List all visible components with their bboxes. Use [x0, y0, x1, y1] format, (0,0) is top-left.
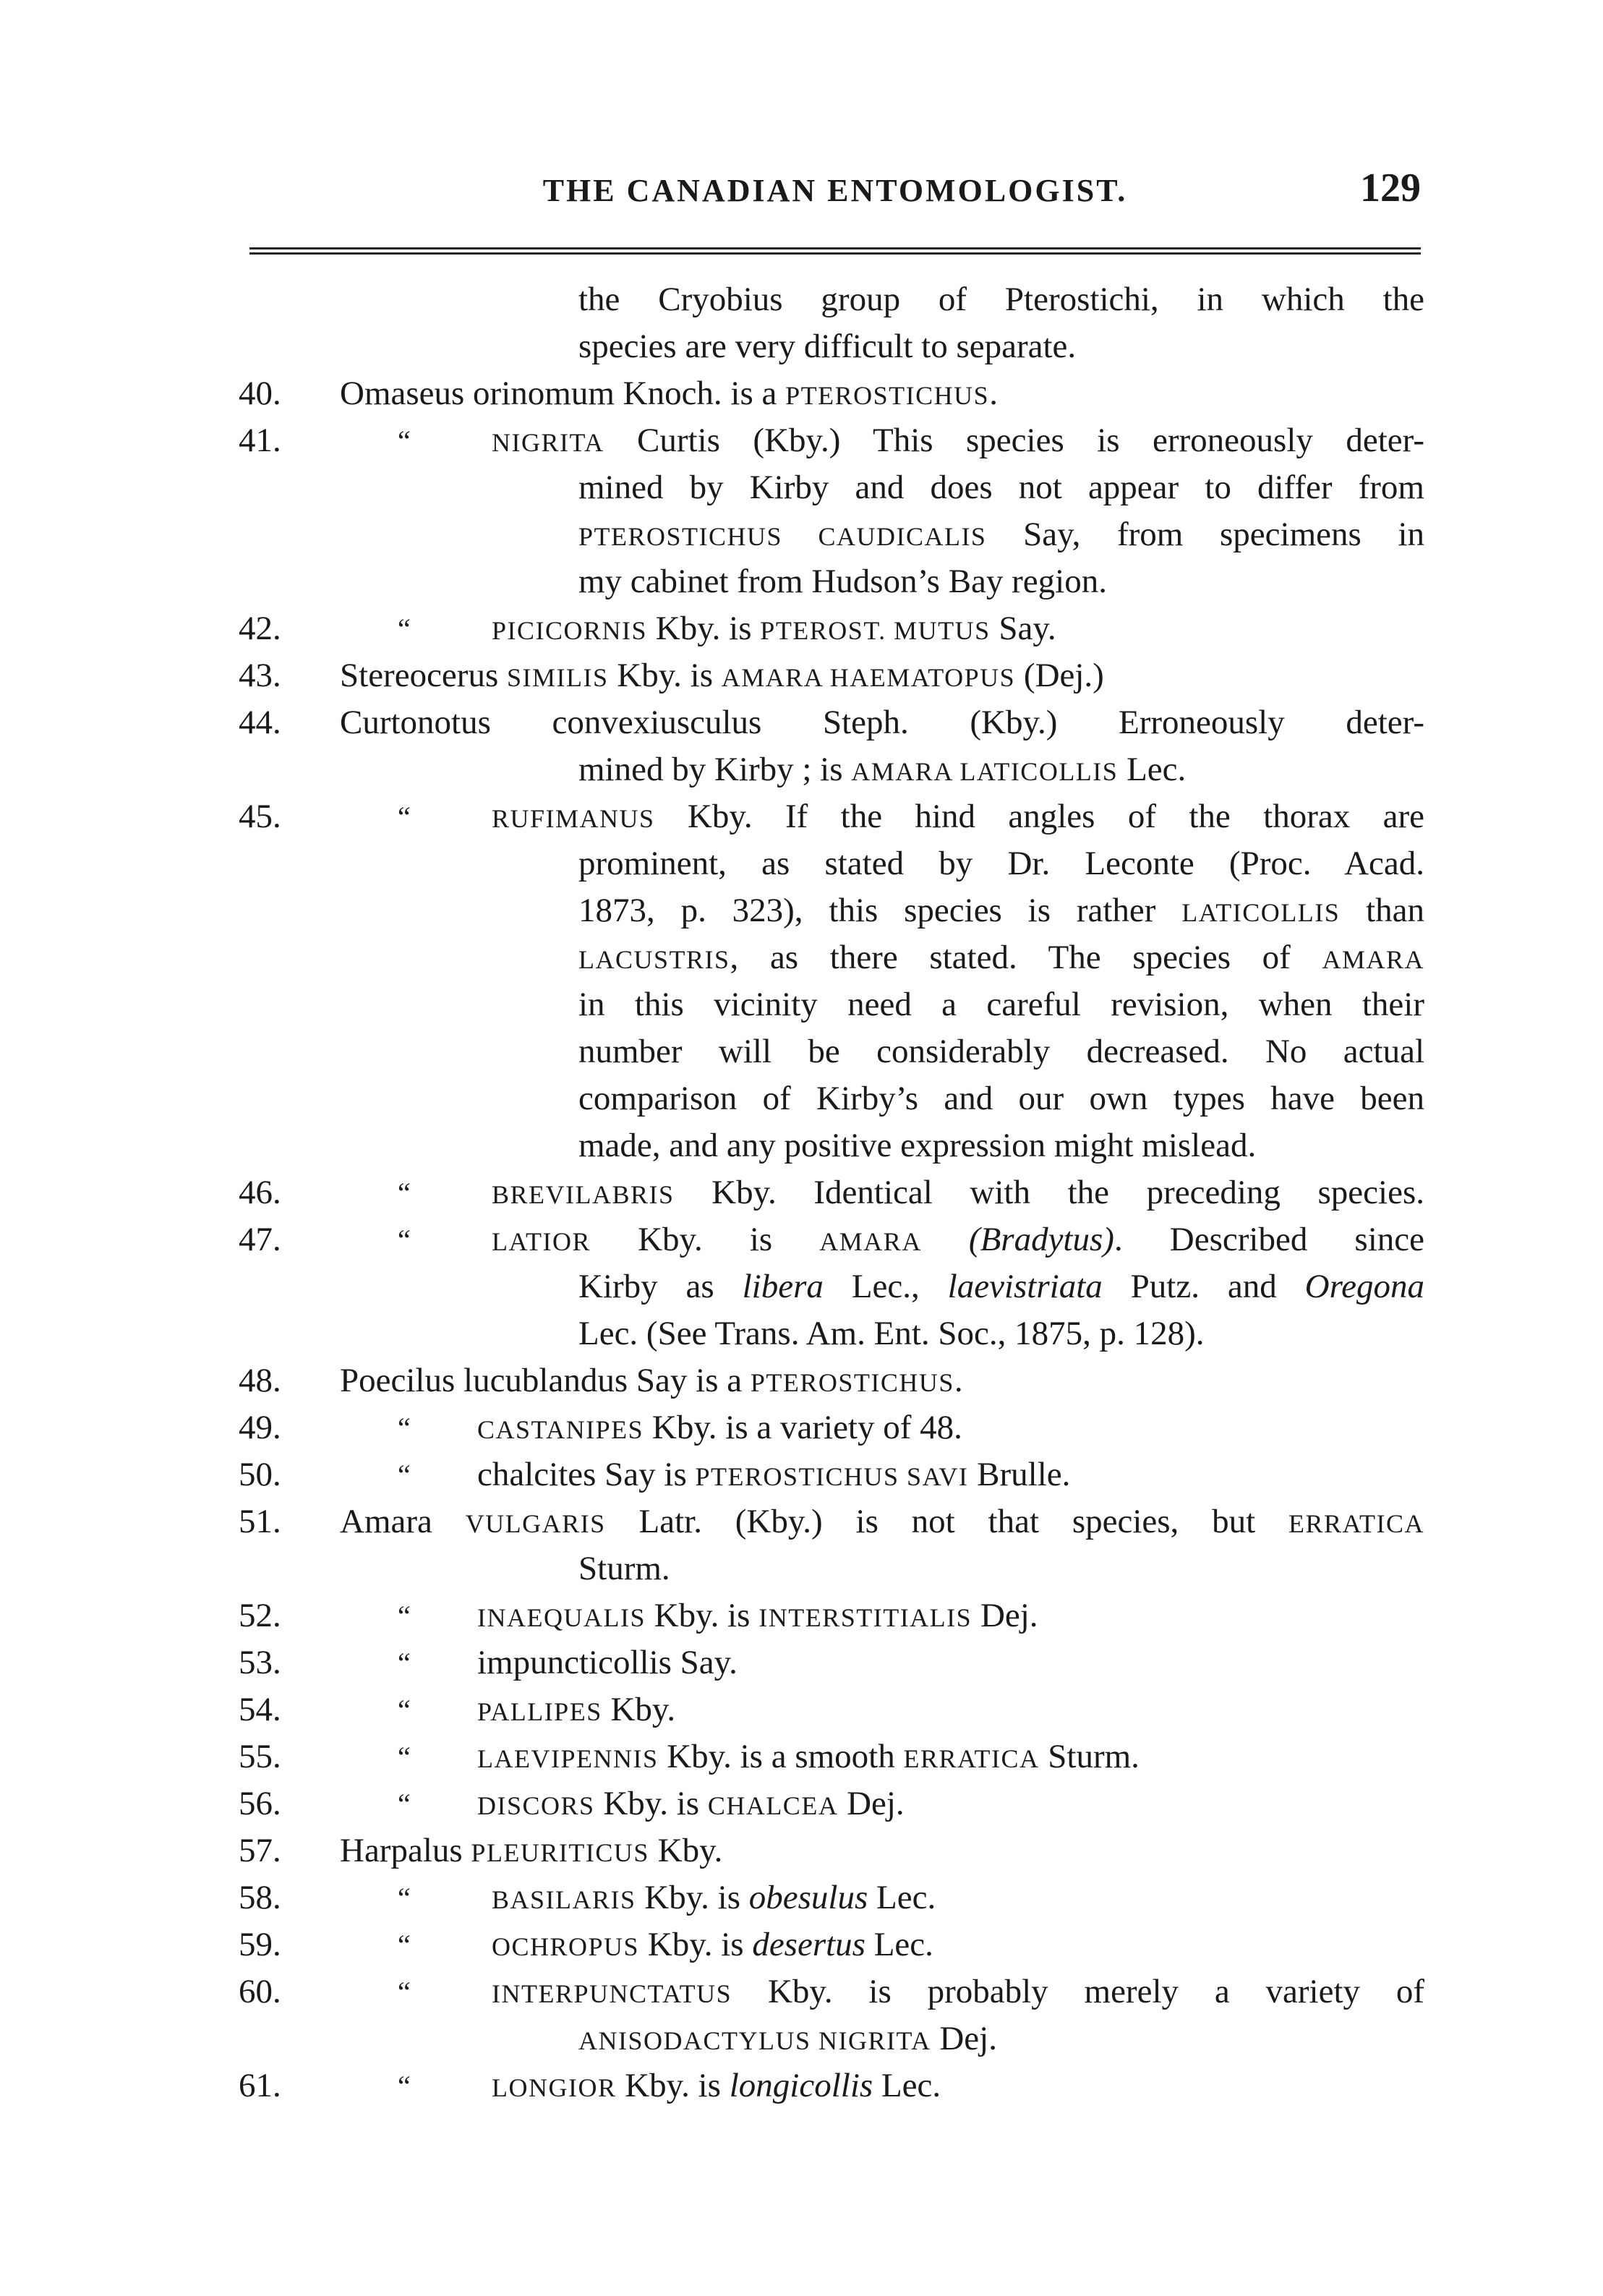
line-text [340, 1498, 1424, 1548]
small-caps-name: PTEROSTICHUS [785, 381, 990, 410]
text-line [239, 840, 1432, 887]
line-text [578, 1075, 1424, 1122]
text-run: (Dej.) [1015, 657, 1104, 694]
text-run: Kby. is [647, 610, 761, 647]
ditto-mark: “ [398, 1600, 411, 1632]
italic-name: Oregona [1304, 1268, 1424, 1305]
entry-number: 43. [239, 657, 281, 694]
page-number: 129 [1360, 166, 1421, 210]
entry-number: 56. [239, 1785, 281, 1822]
small-caps-name: RUFIMANUS [492, 804, 655, 833]
text-run: Say, from specimens in [986, 516, 1425, 553]
text-run: than [1340, 892, 1424, 929]
text-line [239, 1592, 1432, 1639]
small-caps-name: ERRATICA [903, 1744, 1040, 1773]
text-run: Kby. is [636, 1879, 749, 1916]
italic-name: libera [742, 1268, 824, 1305]
line-text [340, 1357, 963, 1407]
text-run: Latr. (Kby.) is not that species, but [605, 1503, 1288, 1540]
text-run: species are very difficult to separate. [578, 328, 1077, 365]
text-line [239, 981, 1432, 1028]
entry-number: 54. [239, 1691, 281, 1728]
text-line [239, 652, 1432, 699]
entry-number: 60. [239, 1973, 281, 2010]
text-run: Amara [340, 1503, 466, 1540]
small-caps-name: AMARA [1322, 945, 1424, 974]
line-text [578, 511, 1424, 560]
small-caps-name: LONGIOR [492, 2073, 617, 2102]
small-caps-name: NIGRITA [492, 428, 604, 457]
italic-name: obesulus [748, 1879, 868, 1916]
text-line [239, 1451, 1432, 1498]
line-text [477, 1686, 675, 1736]
text-line [239, 887, 1432, 934]
text-line [239, 699, 1432, 746]
entry-number: 47. [239, 1221, 281, 1258]
text-run: . [989, 375, 998, 412]
small-caps-name: INTERSTITIALIS [758, 1603, 973, 1632]
text-run: Lec. (See Trans. Am. Ent. Soc., 1875, p. 128). [578, 1315, 1205, 1352]
ditto-mark: “ [398, 424, 411, 457]
small-caps-name: PTEROSTICHUS CAUDICALIS [578, 522, 987, 551]
italic-name: longicollis [729, 2067, 873, 2104]
text-line [239, 276, 1432, 323]
text-run: Curtis (Kby.) This species is erroneously deter- [604, 422, 1424, 459]
text-run [922, 1221, 969, 1258]
entry-number: 59. [239, 1926, 281, 1963]
line-text [477, 1404, 962, 1454]
text-run: Kirby as [578, 1268, 743, 1305]
text-run: Kby. is [639, 1926, 753, 1963]
line-text [578, 981, 1424, 1028]
text-run: Kby. is [645, 1597, 759, 1634]
small-caps-name: AMARA HAEMATOPUS [721, 663, 1016, 692]
entry-number: 49. [239, 1409, 281, 1446]
text-line [239, 1122, 1432, 1169]
text-run: prominent, as stated by Dr. Leconte (Proc. Acad. [578, 845, 1424, 882]
line-text [477, 1639, 738, 1686]
text-run: in this vicinity need a careful revision, when their [578, 986, 1424, 1023]
text-line [239, 605, 1432, 652]
text-run: Lec. [873, 2067, 941, 2104]
text-run: number will be considerably decreased. No actual [578, 1033, 1424, 1070]
small-caps-name: ANISODACTYLUS NIGRITA [578, 2026, 931, 2055]
line-text [492, 1216, 1424, 1266]
text-run: Lec. [865, 1926, 933, 1963]
running-title: THE CANADIAN ENTOMOLOGIST. [542, 173, 1128, 208]
text-line [239, 1921, 1432, 1968]
text-line [239, 2015, 1432, 2062]
text-run: 1873, p. 323), this species is rather [578, 892, 1182, 929]
text-line [239, 1404, 1432, 1451]
text-run: Sturm. [578, 1550, 670, 1587]
text-line [239, 1686, 1432, 1733]
line-text [477, 1451, 1070, 1501]
small-caps-name: ERRATICA [1288, 1509, 1424, 1538]
text-run: Kby. is [594, 1785, 708, 1822]
text-run: mined by Kirby and does not appear to differ from [578, 469, 1424, 506]
entry-number: 52. [239, 1597, 281, 1634]
text-run: Say. [990, 610, 1056, 647]
line-text [578, 1263, 1424, 1310]
text-run: Kby. is [608, 657, 722, 694]
line-text [578, 840, 1424, 887]
text-run: Kby. is a smooth [658, 1738, 904, 1775]
italic-name: (Bradytus) [968, 1221, 1114, 1258]
text-run: Dej. [972, 1597, 1038, 1634]
text-run: . [954, 1362, 963, 1399]
page-body [239, 276, 1432, 2109]
small-caps-name: PLEURITICUS [471, 1838, 649, 1867]
text-run: Curtonotus convexiusculus Steph. (Kby.) Erroneously deter- [340, 704, 1424, 741]
line-text [492, 793, 1424, 842]
text-line [239, 1639, 1432, 1686]
line-text [477, 1592, 1038, 1642]
text-run: Omaseus orinomum Knoch. is a [340, 375, 786, 412]
entry-number: 57. [239, 1832, 281, 1869]
text-run: Lec. [1118, 751, 1187, 788]
text-line [239, 464, 1432, 511]
entry-number: 51. [239, 1503, 281, 1540]
ditto-mark: “ [398, 1694, 411, 1726]
text-run: Kby. Identical with the preceding species. [674, 1174, 1424, 1211]
text-line [239, 1075, 1432, 1122]
text-run: Kby. is probably merely a variety of [732, 1973, 1424, 2010]
text-line [239, 1874, 1432, 1921]
small-caps-name: LAEVIPENNIS [477, 1744, 659, 1773]
text-run: Harpalus [340, 1832, 471, 1869]
text-line [239, 417, 1432, 464]
line-text [340, 370, 998, 419]
text-run: mined by Kirby ; is [578, 751, 852, 788]
line-text [340, 652, 1104, 701]
ditto-mark: “ [398, 1929, 411, 1961]
small-caps-name: LATICOLLIS [1181, 898, 1341, 927]
text-run: , as there stated. The species of [730, 939, 1322, 976]
line-text [578, 323, 1076, 370]
text-run: Dej. [838, 1785, 905, 1822]
text-line [239, 1827, 1432, 1874]
text-line [239, 746, 1432, 793]
ditto-mark: “ [398, 1412, 411, 1444]
entry-number: 45. [239, 798, 281, 835]
small-caps-name: INTERPUNCTATUS [492, 1979, 732, 2008]
small-caps-name: PTEROST. MUTUS [760, 616, 991, 645]
text-line [239, 1310, 1432, 1357]
text-run: Poecilus lucublandus Say is a [340, 1362, 751, 1399]
small-caps-name: AMARA LATICOLLIS [851, 757, 1119, 786]
text-run: the Cryobius group of Pterostichi, in which the [578, 281, 1424, 318]
text-line [239, 1357, 1432, 1404]
entry-number: 55. [239, 1738, 281, 1775]
small-caps-name: LACUSTRIS [578, 945, 730, 974]
entry-number: 41. [239, 422, 281, 459]
line-text [578, 464, 1424, 511]
line-text [578, 1122, 1256, 1169]
text-line [239, 1216, 1432, 1263]
text-run: Sturm. [1039, 1738, 1140, 1775]
line-text [492, 605, 1056, 654]
entry-number: 46. [239, 1174, 281, 1211]
text-line [239, 1733, 1432, 1780]
text-line [239, 1968, 1432, 2015]
small-caps-name: SIMILIS [506, 663, 609, 692]
text-line [239, 370, 1432, 417]
ditto-mark: “ [398, 1788, 411, 1820]
entry-number: 61. [239, 2067, 281, 2104]
text-run: chalcites Say is [477, 1456, 696, 1493]
text-line [239, 1263, 1432, 1310]
entry-number: 44. [239, 704, 281, 741]
text-run: impuncticollis Say. [477, 1644, 738, 1681]
ditto-mark: “ [398, 1976, 411, 2008]
text-run: comparison of Kirby’s and our own types have been [578, 1080, 1424, 1117]
small-caps-name: BREVILABRIS [492, 1180, 675, 1209]
text-line [239, 793, 1432, 840]
entry-number: 48. [239, 1362, 281, 1399]
entry-number: 40. [239, 375, 281, 412]
line-text [340, 1827, 722, 1877]
line-text [578, 887, 1424, 936]
line-text [492, 417, 1424, 466]
italic-name: laevistriata [947, 1268, 1103, 1305]
text-line [239, 934, 1432, 981]
text-run: Kby. is a variety of 48. [644, 1409, 962, 1446]
page-header [249, 161, 1421, 226]
ditto-mark: “ [398, 1459, 411, 1491]
text-line [239, 2062, 1432, 2109]
entry-number: 50. [239, 1456, 281, 1493]
ditto-mark: “ [398, 1224, 411, 1256]
line-text [578, 558, 1107, 605]
line-text [340, 699, 1424, 746]
line-text [492, 1968, 1424, 2018]
small-caps-name: AMARA [819, 1227, 922, 1256]
text-line [239, 511, 1432, 558]
italic-name: desertus [752, 1926, 865, 1963]
text-run: Kby. [602, 1691, 676, 1728]
ditto-mark: “ [398, 1882, 411, 1914]
ditto-mark: “ [398, 1177, 411, 1209]
small-caps-name: PTEROSTICHUS [750, 1368, 954, 1397]
line-text [578, 934, 1424, 983]
text-run: Putz. and [1102, 1268, 1305, 1305]
small-caps-name: DISCORS [477, 1791, 595, 1820]
small-caps-name: CHALCEA [707, 1791, 839, 1820]
line-text [492, 1169, 1424, 1219]
line-text [578, 1028, 1424, 1075]
line-text [492, 2062, 941, 2112]
small-caps-name: OCHROPUS [492, 1932, 640, 1961]
line-text [578, 276, 1424, 323]
ditto-mark: “ [398, 801, 411, 833]
text-run: made, and any positive expression might mislead. [578, 1127, 1257, 1164]
small-caps-name: BASILARIS [492, 1885, 636, 1914]
text-line [239, 558, 1432, 605]
line-text [492, 1921, 933, 1971]
text-run: Kby. If the hind angles of the thorax are [654, 798, 1424, 835]
line-text [578, 746, 1186, 795]
ditto-mark: “ [398, 613, 411, 645]
line-text [578, 1310, 1205, 1357]
small-caps-name: PTEROSTICHUS SAVI [695, 1462, 969, 1491]
text-line [239, 1169, 1432, 1216]
ditto-mark: “ [398, 1741, 411, 1773]
small-caps-name: VULGARIS [465, 1509, 606, 1538]
text-run: . Described since [1113, 1221, 1424, 1258]
text-run: Kby. [649, 1832, 723, 1869]
ditto-mark: “ [398, 1647, 411, 1679]
text-line [239, 1498, 1432, 1545]
text-run: Kby. is [591, 1221, 820, 1258]
line-text [477, 1733, 1140, 1783]
line-text [578, 2015, 997, 2065]
line-text [477, 1780, 905, 1830]
text-line [239, 1545, 1432, 1592]
text-run: my cabinet from Hudson’s Bay region. [578, 563, 1107, 600]
line-text [578, 1545, 670, 1592]
text-run: Lec., [823, 1268, 948, 1305]
entry-number: 42. [239, 610, 281, 647]
small-caps-name: PALLIPES [477, 1697, 602, 1726]
line-text [492, 1874, 936, 1924]
text-run: Brulle. [968, 1456, 1071, 1493]
small-caps-name: LATIOR [492, 1227, 591, 1256]
text-run: Kby. is [616, 2067, 730, 2104]
text-line [239, 323, 1432, 370]
text-run: Stereocerus [340, 657, 507, 694]
ditto-mark: “ [398, 2070, 411, 2102]
small-caps-name: CASTANIPES [477, 1415, 644, 1444]
small-caps-name: INAEQUALIS [477, 1603, 646, 1632]
text-line [239, 1780, 1432, 1827]
text-line [239, 1028, 1432, 1075]
entry-number: 58. [239, 1879, 281, 1916]
text-run: Lec. [868, 1879, 936, 1916]
text-run: Dej. [931, 2020, 997, 2057]
header-rule [249, 247, 1421, 255]
small-caps-name: PICICORNIS [492, 616, 648, 645]
entry-number: 53. [239, 1644, 281, 1681]
